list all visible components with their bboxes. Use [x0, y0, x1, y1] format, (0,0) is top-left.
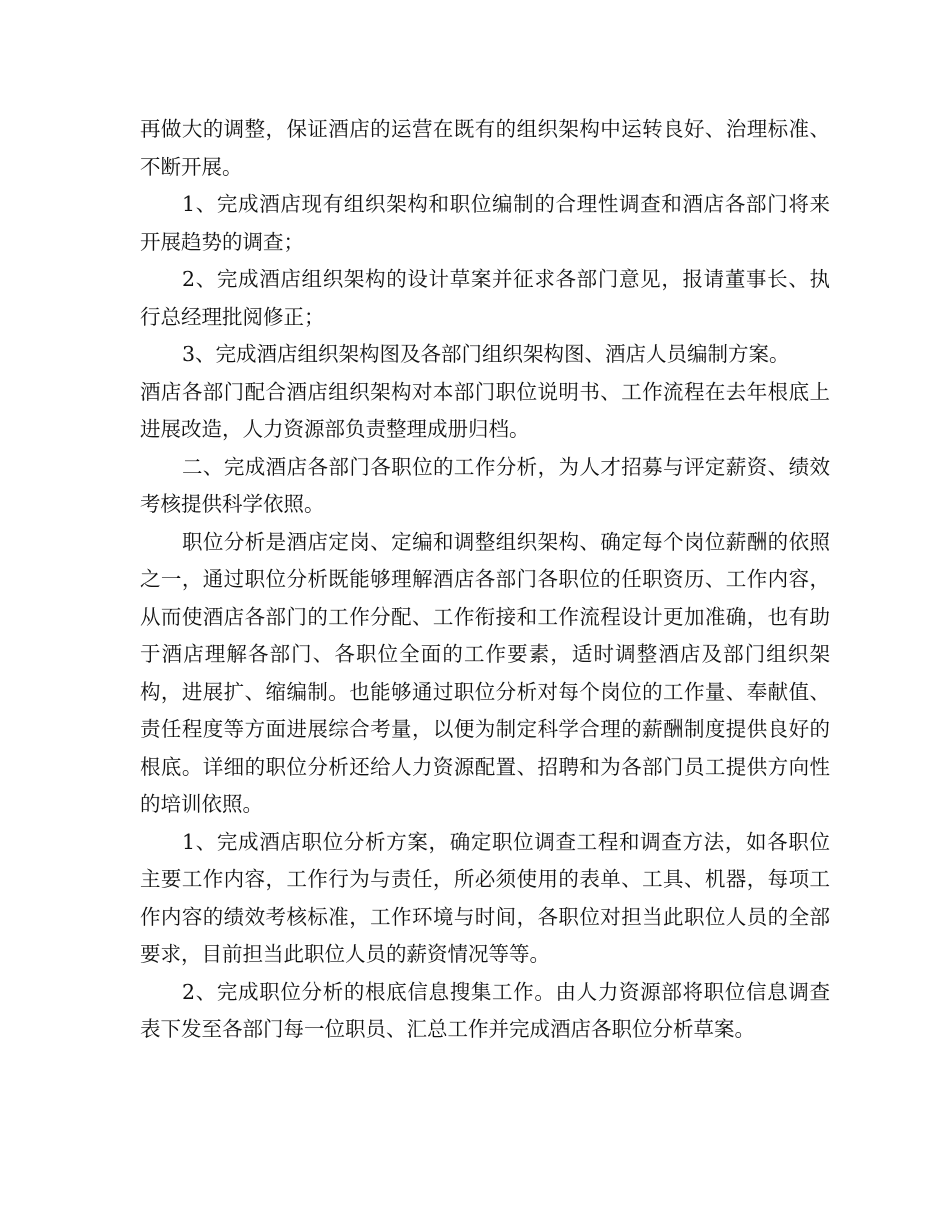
paragraph-continuation: 再做大的调整，保证酒店的运营在既有的组织架构中运转良好、治理标准、不断开展。: [140, 117, 830, 179]
paragraph-analysis-item-1: 1、完成酒店职位分析方案，确定职位调查工程和调查方法，如各职位主要工作内容，工作行为与责任，所必须使用的表单、工具、机器，每项工作内容的绩效考核标准，工作环境与时间，各职位对担当此职位人员的全部要求，目前担当此职位人员的薪资情况等等。: [140, 829, 830, 966]
document-body: [140, 111, 830, 1049]
paragraph-department-note: 酒店各部门配合酒店组织架构对本部门职位说明书、工作流程在去年根底上进展改造，人力资源部负责整理成册归档。: [140, 379, 830, 441]
paragraph-item-1: 1、完成酒店现有组织架构和职位编制的合理性调查和酒店各部门将来开展趋势的调查；: [140, 192, 830, 254]
section-heading-two: 二、完成酒店各部门各职位的工作分析，为人才招募与评定薪资、绩效考核提供科学依照。: [140, 454, 830, 516]
paragraph-analysis-item-2: 2、完成职位分析的根底信息搜集工作。由人力资源部将职位信息调查表下发至各部门每一位职员、汇总工作并完成酒店各职位分析草案。: [140, 979, 830, 1041]
paragraph-item-3: 3、完成酒店组织架构图及各部门组织架构图、酒店人员编制方案。: [182, 342, 790, 366]
paragraph-item-2: 2、完成酒店组织架构的设计草案并征求各部门意见，报请董事长、执行总经理批阅修正；: [140, 267, 830, 329]
paragraph-job-analysis: 职位分析是酒店定岗、定编和调整组织架构、确定每个岗位薪酬的依照之一，通过职位分析既能够理解酒店各部门各职位的任职资历、工作内容，从而使酒店各部门的工作分配、工作衔接和工作流程设计更加准确，也有助于酒店理解各部门、各职位全面的工作要素，适时调整酒店及部门组织架构，进展扩、缩编制。也能够通过职位分析对每个岗位的工作量、奉献值、责任程度等方面进展综合考量，以便为制定科学合理的薪酬制度提供良好的根底。详细的职位分析还给人力资源配置、招聘和为各部门员工提供方向性的培训依照。: [140, 529, 830, 816]
